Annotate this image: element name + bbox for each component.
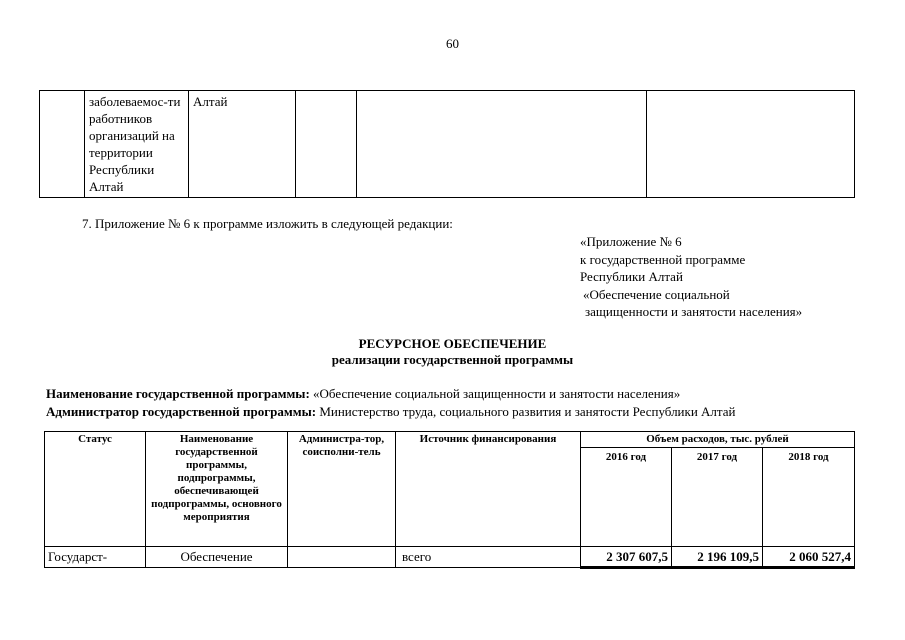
appendix-line: защищенности и занятости населения» [585, 304, 803, 319]
header-year-2017: 2017 год [672, 448, 763, 547]
table-row [40, 91, 855, 198]
program-name-value: «Обеспечение социальной защищенности и занятости населения» [309, 386, 681, 401]
administrator-label: Администратор государственной программы: [46, 404, 317, 419]
cell-value-2018: 2 060 527,4 [763, 547, 855, 568]
cell-name: Обеспечение [146, 547, 288, 568]
continuation-table [39, 90, 855, 198]
cell-value-2017: 2 196 109,5 [672, 547, 763, 568]
table-cell [357, 91, 647, 198]
table-row [45, 547, 855, 568]
program-administrator [46, 404, 735, 420]
table-header-row [45, 432, 855, 448]
document-title: РЕСУРСНОЕ ОБЕСПЕЧЕНИЕ [358, 336, 547, 351]
page-number: 60 [446, 36, 459, 51]
header-name: Наименование государственной программы, подпрограммы, обеспечивающей подпрограммы, основного мероприятия [146, 432, 288, 547]
header-year-2018: 2018 год [763, 448, 855, 547]
header-source: Источник финансирования [396, 432, 581, 547]
header-status: Статус [45, 432, 146, 547]
table-cell [40, 91, 85, 198]
appendix-line: «Обеспечение социальной [583, 286, 730, 302]
document-subtitle: реализации государственной программы [331, 352, 574, 367]
appendix-header [580, 233, 802, 321]
cell-admin [288, 547, 396, 568]
program-name [46, 386, 680, 402]
amendment-paragraph: 7. Приложение № 6 к программе изложить в следующей редакции: [82, 216, 453, 231]
table-cell [647, 91, 855, 198]
administrator-value: Министерство труда, социального развития и занятости Республики Алтай [316, 404, 736, 419]
appendix-line: Республики Алтай [580, 269, 683, 284]
appendix-line: к государственной программе [580, 251, 746, 267]
cell-value-2016: 2 307 607,5 [581, 547, 672, 568]
cell-source: всего [396, 547, 581, 568]
resource-table [44, 431, 855, 569]
table-cell [296, 91, 357, 198]
table-cell-indicator: заболеваемос-ти работников организаций на территории Республики Алтай [85, 91, 189, 198]
header-expenses: Объем расходов, тыс. рублей [581, 432, 855, 448]
header-admin: Администра-тор, соисполни-тель [288, 432, 396, 547]
appendix-line: «Приложение № 6 [580, 234, 682, 249]
program-name-label: Наименование государственной программы: [46, 386, 310, 401]
table-cell-region: Алтай [189, 91, 296, 198]
cell-status: Государст- [45, 547, 146, 568]
header-year-2016: 2016 год [581, 448, 672, 547]
